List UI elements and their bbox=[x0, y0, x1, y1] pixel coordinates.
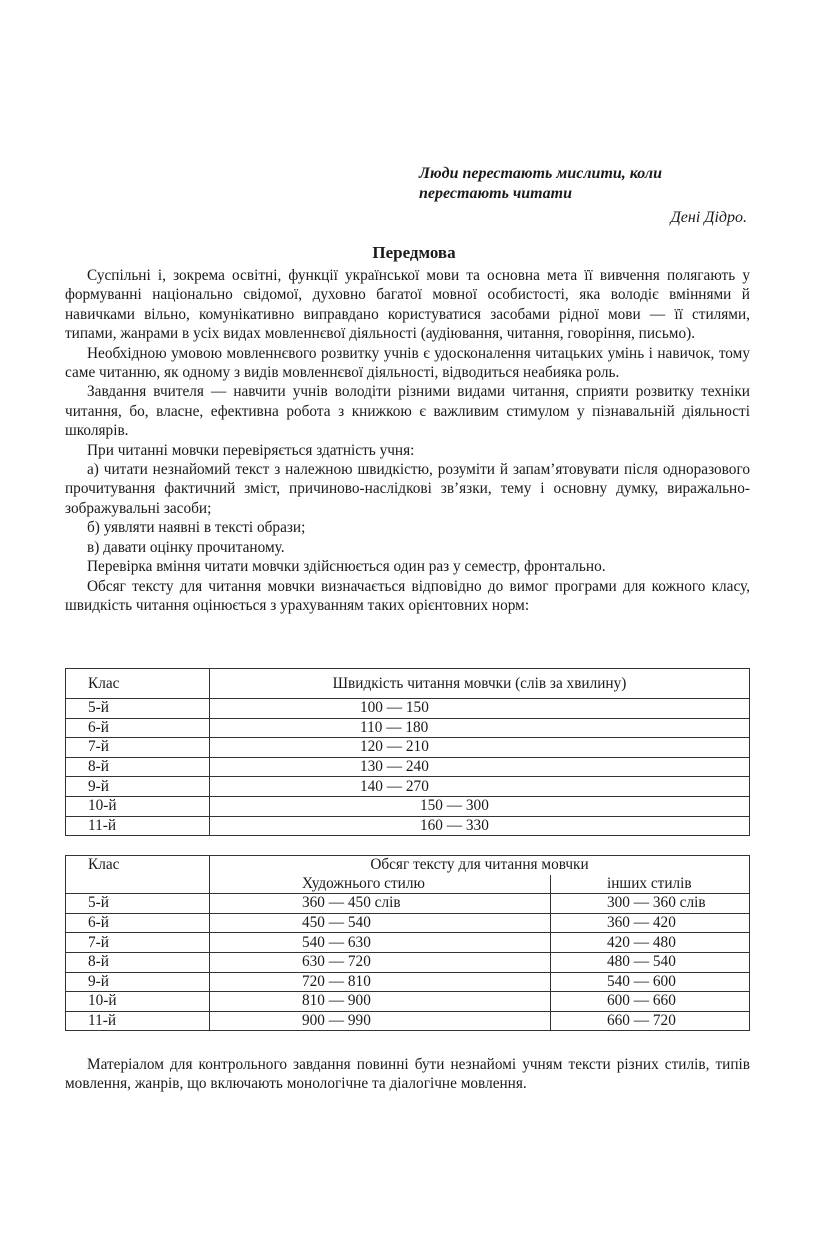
paragraph: Обсяг тексту для читання мовчки визначається відповідно до вимог програми для кожного класу, швидкість читання оцінюється з урахуванням таких орієнтовних норм: bbox=[65, 577, 750, 614]
subheader-other: інших стилів bbox=[551, 875, 750, 894]
cell-speed: 130 — 240 bbox=[210, 757, 750, 777]
table-row bbox=[66, 816, 750, 836]
header-speed: Швидкість читання мовчки (слів за хвилину) bbox=[210, 669, 750, 699]
cell-class: 5-й bbox=[66, 699, 210, 719]
paragraph: Суспільні і, зокрема освітні, функції української мови та основна мета її вивчення полягають у формуванні національно свідомої, духовно багатої мовної особистості, яка володіє вміннями й навичками вільно, комунікативно виправдано користуватися засобами рідної мови — її стилями, типами, жанрами в усіх видах мовленнєвої діяльності (аудіювання, читання, говоріння, письмо). bbox=[65, 267, 750, 343]
paragraph: Перевірка вміння читати мовчки здійснюється один раз у семестр, фронтально. bbox=[87, 558, 606, 576]
cell-speed: 140 — 270 bbox=[210, 777, 750, 797]
list-item-c: в) давати оцінку прочитаному. bbox=[87, 538, 285, 556]
cell-speed: 100 — 150 bbox=[210, 699, 750, 719]
epigraph-author: Дені Дідро. bbox=[670, 209, 747, 226]
cell-other: 480 — 540 bbox=[551, 952, 750, 972]
epigraph-quote-line-2: перестають читати bbox=[419, 185, 572, 202]
cell-speed: 110 — 180 bbox=[210, 718, 750, 738]
cell-artistic: 630 — 720 bbox=[210, 952, 551, 972]
epigraph-quote bbox=[419, 164, 759, 204]
page-title: Передмова bbox=[372, 243, 456, 262]
cell-speed: 150 — 300 bbox=[210, 796, 750, 816]
cell-artistic: 810 — 900 bbox=[210, 992, 551, 1012]
cell-other: 360 — 420 bbox=[551, 913, 750, 933]
cell-class: 9-й bbox=[66, 972, 210, 992]
cell-artistic: 900 — 990 bbox=[210, 1011, 551, 1031]
cell-other: 540 — 600 bbox=[551, 972, 750, 992]
closing-paragraph: Матеріалом для контрольного завдання повинні бути незнайомі учням тексти різних стилів, типів мовлення, жанрів, що включають монологічне та діалогічне мовлення. bbox=[65, 1056, 750, 1093]
cell-artistic: 540 — 630 bbox=[210, 933, 551, 953]
list-item-b: б) уявляти наявні в тексті образи; bbox=[87, 519, 306, 537]
table-row bbox=[66, 777, 750, 797]
closing-text bbox=[65, 1055, 750, 1094]
table-row bbox=[66, 913, 750, 933]
cell-class: 6-й bbox=[66, 718, 210, 738]
cell-artistic: 360 — 450 слів bbox=[210, 894, 551, 914]
header-class: Клас bbox=[66, 856, 210, 875]
table-header-row bbox=[66, 856, 750, 875]
cell-other: 300 — 360 слів bbox=[551, 894, 750, 914]
paragraph: Необхідною умовою мовленнєвого розвитку учнів є удосконалення читацьких умінь і навичок, тому саме читанню, як одному з видів мовленнєвої діяльності, відводиться неабияка роль. bbox=[65, 344, 750, 382]
cell-artistic: 450 — 540 bbox=[210, 913, 551, 933]
header-class: Клас bbox=[66, 669, 210, 699]
reading-speed-table bbox=[65, 668, 750, 836]
paragraph: Завдання вчителя — навчити учнів володіти різними видами читання, сприяти розвитку техніки читання, бо, власне, ефективна робота з книжкою є важливим стимулом у пізнавальній діяльності школярів. bbox=[65, 383, 750, 440]
header-volume: Обсяг тексту для читання мовчки bbox=[210, 856, 750, 875]
paragraph: При читанні мовчки перевіряється здатність учня: bbox=[87, 441, 415, 459]
intro-text bbox=[65, 266, 750, 615]
subheader-empty bbox=[66, 875, 210, 894]
table-row bbox=[66, 952, 750, 972]
cell-speed: 160 — 330 bbox=[210, 816, 750, 836]
list-item-a: а) читати незнайомий текст з належною швидкістю, розуміти й запам’ятовувати після одноразового прочитування фактичний зміст, причиново-наслідкові зв’язки, тему і основну думку, виражально-зображувальні засоби; bbox=[65, 461, 750, 517]
cell-class: 11-й bbox=[66, 816, 210, 836]
table-row bbox=[66, 718, 750, 738]
cell-class: 8-й bbox=[66, 952, 210, 972]
cell-class: 10-й bbox=[66, 992, 210, 1012]
table-row bbox=[66, 972, 750, 992]
epigraph bbox=[419, 164, 759, 228]
subheader-artistic: Художнього стилю bbox=[210, 875, 551, 894]
cell-class: 5-й bbox=[66, 894, 210, 914]
cell-class: 7-й bbox=[66, 933, 210, 953]
table-row bbox=[66, 796, 750, 816]
table-row bbox=[66, 738, 750, 758]
table-header-row bbox=[66, 669, 750, 699]
table-subheader-row bbox=[66, 875, 750, 894]
cell-class: 9-й bbox=[66, 777, 210, 797]
cell-speed: 120 — 210 bbox=[210, 738, 750, 758]
table-row bbox=[66, 894, 750, 914]
table-row bbox=[66, 1011, 750, 1031]
table-row bbox=[66, 699, 750, 719]
cell-class: 11-й bbox=[66, 1011, 210, 1031]
cell-class: 8-й bbox=[66, 757, 210, 777]
table-row bbox=[66, 992, 750, 1012]
cell-other: 420 — 480 bbox=[551, 933, 750, 953]
cell-other: 660 — 720 bbox=[551, 1011, 750, 1031]
table-row bbox=[66, 933, 750, 953]
cell-class: 7-й bbox=[66, 738, 210, 758]
text-volume-table bbox=[65, 855, 750, 1031]
cell-other: 600 — 660 bbox=[551, 992, 750, 1012]
cell-artistic: 720 — 810 bbox=[210, 972, 551, 992]
table-row bbox=[66, 757, 750, 777]
cell-class: 10-й bbox=[66, 796, 210, 816]
epigraph-quote-line-1: Люди перестають мислити, коли bbox=[419, 165, 662, 182]
cell-class: 6-й bbox=[66, 913, 210, 933]
